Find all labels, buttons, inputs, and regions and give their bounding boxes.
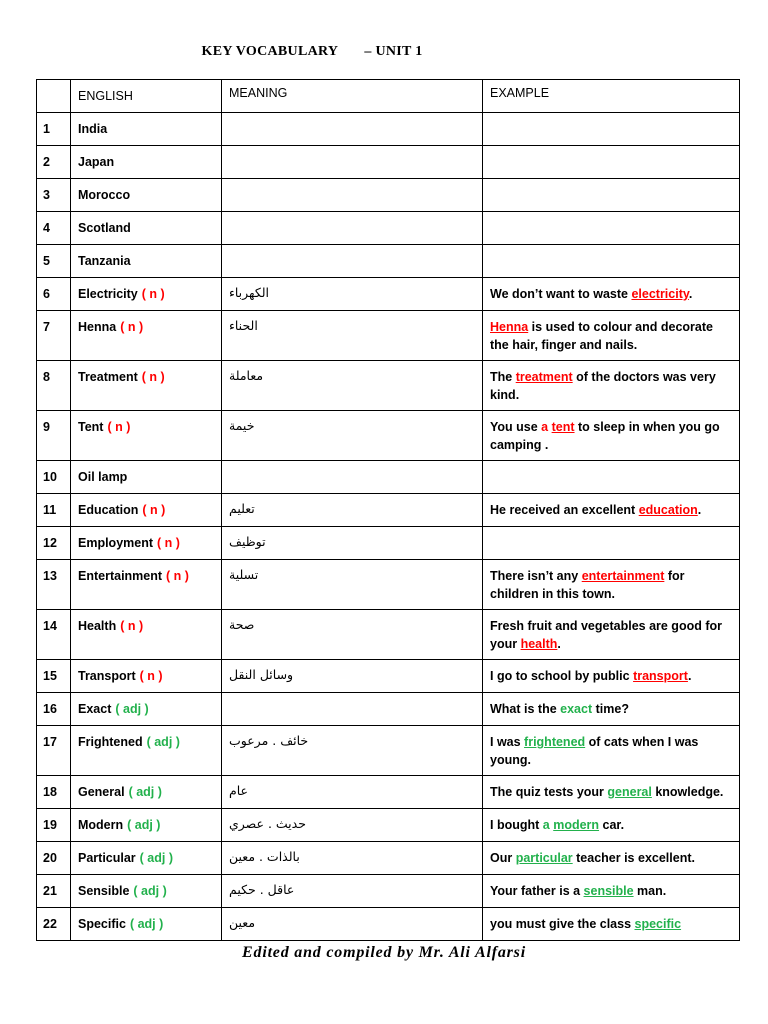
meaning-cell (222, 311, 483, 361)
meaning-cell (222, 908, 483, 941)
english-word-cell (71, 361, 222, 411)
example-text: I go to school by public (490, 669, 634, 683)
table-header-row (37, 80, 740, 113)
example-text: You use (490, 420, 542, 434)
example-cell (483, 311, 740, 361)
example-cell (483, 278, 740, 311)
table-row (37, 179, 740, 212)
table-row (37, 908, 740, 941)
example-text: Fresh fruit and vegetables are good for your (490, 619, 722, 651)
example-text: you must give the class (490, 917, 635, 931)
table-row (37, 278, 740, 311)
example-text: of the doctors was very kind. (490, 370, 716, 402)
english-word: India (78, 122, 108, 136)
meaning-cell (222, 693, 483, 726)
table-row (37, 361, 740, 411)
arabic-meaning: صحة (229, 617, 255, 632)
english-word-cell (71, 113, 222, 146)
row-number: 14 (37, 610, 71, 660)
example-text: What is the (490, 702, 561, 716)
meaning-cell (222, 610, 483, 660)
table-row (37, 461, 740, 494)
english-word-cell (71, 179, 222, 212)
meaning-cell (222, 278, 483, 311)
english-word: Henna (78, 320, 117, 334)
english-word: Electricity (78, 287, 138, 301)
part-of-speech: ( n ) (139, 669, 163, 683)
example-highlight: electricity (631, 287, 689, 301)
example-text: . (688, 287, 693, 301)
meaning-cell (222, 560, 483, 610)
example-text: Our (490, 851, 516, 865)
arabic-meaning: الحناء (229, 318, 258, 333)
example-text: The (490, 370, 516, 384)
english-word-cell (71, 809, 222, 842)
example-cell (483, 908, 740, 941)
meaning-cell (222, 494, 483, 527)
footer-credit: Edited and compiled by Mr. Ali Alfarsi (242, 944, 526, 961)
row-number: 20 (37, 842, 71, 875)
example-text: to sleep in when you go camping . (490, 420, 720, 452)
example-text: I bought (490, 818, 543, 832)
meaning-cell (222, 875, 483, 908)
meaning-cell (222, 660, 483, 693)
arabic-meaning: حديث . عصري (229, 816, 306, 831)
example-cell (483, 461, 740, 494)
example-text: knowledge. (651, 785, 724, 799)
row-number: 8 (37, 361, 71, 411)
table-row (37, 875, 740, 908)
english-word-cell (71, 494, 222, 527)
example-highlight: entertainment (581, 569, 665, 583)
arabic-meaning: تعليم (229, 501, 255, 516)
example-text: Your father is a (490, 884, 584, 898)
meaning-cell (222, 809, 483, 842)
example-highlight: modern (553, 818, 600, 832)
table-row (37, 842, 740, 875)
row-number: 4 (37, 212, 71, 245)
row-number: 18 (37, 776, 71, 809)
example-highlight: general (607, 785, 652, 799)
row-number: 7 (37, 311, 71, 361)
english-word-cell (71, 146, 222, 179)
row-number: 10 (37, 461, 71, 494)
example-cell (483, 411, 740, 461)
english-word: Treatment (78, 370, 138, 384)
english-word: Oil lamp (78, 470, 128, 484)
example-highlight: treatment (515, 370, 573, 384)
header-english: ENGLISH (71, 80, 222, 113)
english-word-cell (71, 311, 222, 361)
english-word-cell (71, 461, 222, 494)
page-title (0, 44, 624, 60)
example-highlight: tent (551, 420, 575, 434)
arabic-meaning: خائف . مرعوب (229, 733, 309, 748)
part-of-speech: ( n ) (141, 287, 165, 301)
english-word-cell (71, 527, 222, 560)
table-row (37, 494, 740, 527)
example-cell (483, 113, 740, 146)
example-text: There isn’t any (490, 569, 582, 583)
table-row (37, 693, 740, 726)
table-row (37, 809, 740, 842)
row-number: 5 (37, 245, 71, 278)
meaning-cell (222, 776, 483, 809)
part-of-speech: ( n ) (107, 420, 131, 434)
example-cell (483, 560, 740, 610)
title-part2: – UNIT 1 (364, 44, 423, 59)
meaning-cell (222, 411, 483, 461)
example-cell (483, 610, 740, 660)
english-word: Specific (78, 917, 126, 931)
row-number: 6 (37, 278, 71, 311)
table-row (37, 610, 740, 660)
row-number: 21 (37, 875, 71, 908)
arabic-meaning: معين (229, 915, 256, 930)
arabic-meaning: عاقل . حكيم (229, 882, 295, 897)
example-highlight: Henna (490, 320, 529, 334)
english-word: Modern (78, 818, 124, 832)
table-row (37, 212, 740, 245)
english-word-cell (71, 411, 222, 461)
english-word: Transport (78, 669, 136, 683)
row-number: 16 (37, 693, 71, 726)
example-text: The quiz tests your (490, 785, 608, 799)
part-of-speech: ( adj ) (139, 851, 174, 865)
meaning-cell (222, 179, 483, 212)
row-number: 3 (37, 179, 71, 212)
meaning-cell (222, 726, 483, 776)
example-highlight: a (542, 818, 554, 832)
row-number: 9 (37, 411, 71, 461)
english-word: Tent (78, 420, 104, 434)
part-of-speech: ( adj ) (127, 818, 161, 832)
example-highlight: particular (515, 851, 573, 865)
header-example: EXAMPLE (483, 80, 740, 113)
english-word-cell (71, 726, 222, 776)
header-num (37, 80, 71, 113)
table-row (37, 726, 740, 776)
arabic-meaning: توظيف (229, 534, 266, 549)
english-word: Entertainment (78, 569, 163, 583)
table-row (37, 527, 740, 560)
row-number: 15 (37, 660, 71, 693)
english-word: Exact (78, 702, 112, 716)
example-highlight: sensible (583, 884, 634, 898)
english-word: Tanzania (78, 254, 131, 268)
part-of-speech: ( adj ) (146, 735, 180, 749)
table-row (37, 245, 740, 278)
example-cell (483, 146, 740, 179)
table-body (37, 113, 740, 941)
english-word: Particular (78, 851, 136, 865)
english-word: Education (78, 503, 139, 517)
part-of-speech: ( adj ) (128, 785, 162, 799)
example-cell (483, 245, 740, 278)
example-cell (483, 527, 740, 560)
english-word: Health (78, 619, 117, 633)
part-of-speech: ( adj ) (129, 917, 164, 931)
part-of-speech: ( n ) (120, 320, 144, 334)
english-word-cell (71, 875, 222, 908)
english-word-cell (71, 212, 222, 245)
row-number: 22 (37, 908, 71, 941)
example-highlight: education (638, 503, 698, 517)
table-row (37, 660, 740, 693)
english-word-cell (71, 610, 222, 660)
part-of-speech: ( n ) (166, 569, 189, 583)
english-word-cell (71, 245, 222, 278)
row-number: 2 (37, 146, 71, 179)
english-word: Sensible (78, 884, 130, 898)
example-cell (483, 212, 740, 245)
example-text: . (687, 669, 692, 683)
example-highlight: a (541, 420, 552, 434)
arabic-meaning: عام (229, 783, 249, 798)
meaning-cell (222, 113, 483, 146)
row-number: 1 (37, 113, 71, 146)
meaning-cell (222, 842, 483, 875)
english-word-cell (71, 908, 222, 941)
example-cell (483, 842, 740, 875)
example-cell (483, 361, 740, 411)
english-word-cell (71, 278, 222, 311)
vocabulary-table (36, 79, 740, 941)
example-highlight: transport (633, 669, 688, 683)
part-of-speech: ( n ) (142, 503, 166, 517)
example-cell (483, 776, 740, 809)
example-text: I was (490, 735, 525, 749)
example-cell (483, 809, 740, 842)
row-number: 12 (37, 527, 71, 560)
example-text: is used to colour and decorate the hair, finger and nails. (490, 320, 713, 352)
arabic-meaning: معاملة (229, 368, 264, 383)
english-word-cell (71, 776, 222, 809)
example-cell (483, 693, 740, 726)
part-of-speech: ( n ) (120, 619, 144, 633)
meaning-cell (222, 527, 483, 560)
table-row (37, 311, 740, 361)
example-cell (483, 875, 740, 908)
row-number: 17 (37, 726, 71, 776)
english-word: Employment (78, 536, 154, 550)
english-word: Scotland (78, 221, 131, 235)
english-word-cell (71, 842, 222, 875)
example-text: He received an excellent (490, 503, 639, 517)
english-word-cell (71, 560, 222, 610)
english-word-cell (71, 660, 222, 693)
part-of-speech: ( n ) (157, 536, 180, 550)
meaning-cell (222, 212, 483, 245)
english-word: Frightened (78, 735, 143, 749)
example-highlight: frightened (524, 735, 586, 749)
arabic-meaning: الكهرباء (229, 285, 270, 300)
arabic-meaning: تسلية (229, 567, 259, 582)
example-cell (483, 726, 740, 776)
arabic-meaning: خيمة (229, 418, 255, 433)
example-text: time? (592, 702, 629, 716)
example-text: We don’t want to waste (490, 287, 632, 301)
part-of-speech: ( n ) (141, 370, 165, 384)
example-text: . (697, 503, 702, 517)
example-cell (483, 660, 740, 693)
row-number: 19 (37, 809, 71, 842)
table-row (37, 560, 740, 610)
meaning-cell (222, 245, 483, 278)
example-text: . (557, 637, 561, 651)
example-text: car. (599, 818, 625, 832)
example-text: for children in this town. (490, 569, 685, 601)
title-part1: KEY VOCABULARY (201, 44, 339, 59)
header-meaning: MEANING (222, 80, 483, 113)
example-highlight: health (520, 637, 558, 651)
table-row (37, 146, 740, 179)
example-text: of cats when I was young. (490, 735, 699, 767)
example-cell (483, 494, 740, 527)
english-word: General (78, 785, 125, 799)
example-highlight: exact (560, 702, 593, 716)
meaning-cell (222, 461, 483, 494)
row-number: 13 (37, 560, 71, 610)
english-word: Morocco (78, 188, 131, 202)
part-of-speech: ( adj ) (133, 884, 167, 898)
arabic-meaning: بالذات . معين (229, 849, 300, 864)
example-text: man. (633, 884, 667, 898)
english-word-cell (71, 693, 222, 726)
row-number: 11 (37, 494, 71, 527)
example-cell (483, 179, 740, 212)
english-word: Japan (78, 155, 115, 169)
example-text: teacher is excellent. (572, 851, 695, 865)
meaning-cell (222, 146, 483, 179)
example-highlight: specific (634, 917, 682, 931)
table-row (37, 113, 740, 146)
table-row (37, 411, 740, 461)
table-row (37, 776, 740, 809)
meaning-cell (222, 361, 483, 411)
part-of-speech: ( adj ) (115, 702, 149, 716)
arabic-meaning: وسائل النقل (229, 667, 294, 682)
